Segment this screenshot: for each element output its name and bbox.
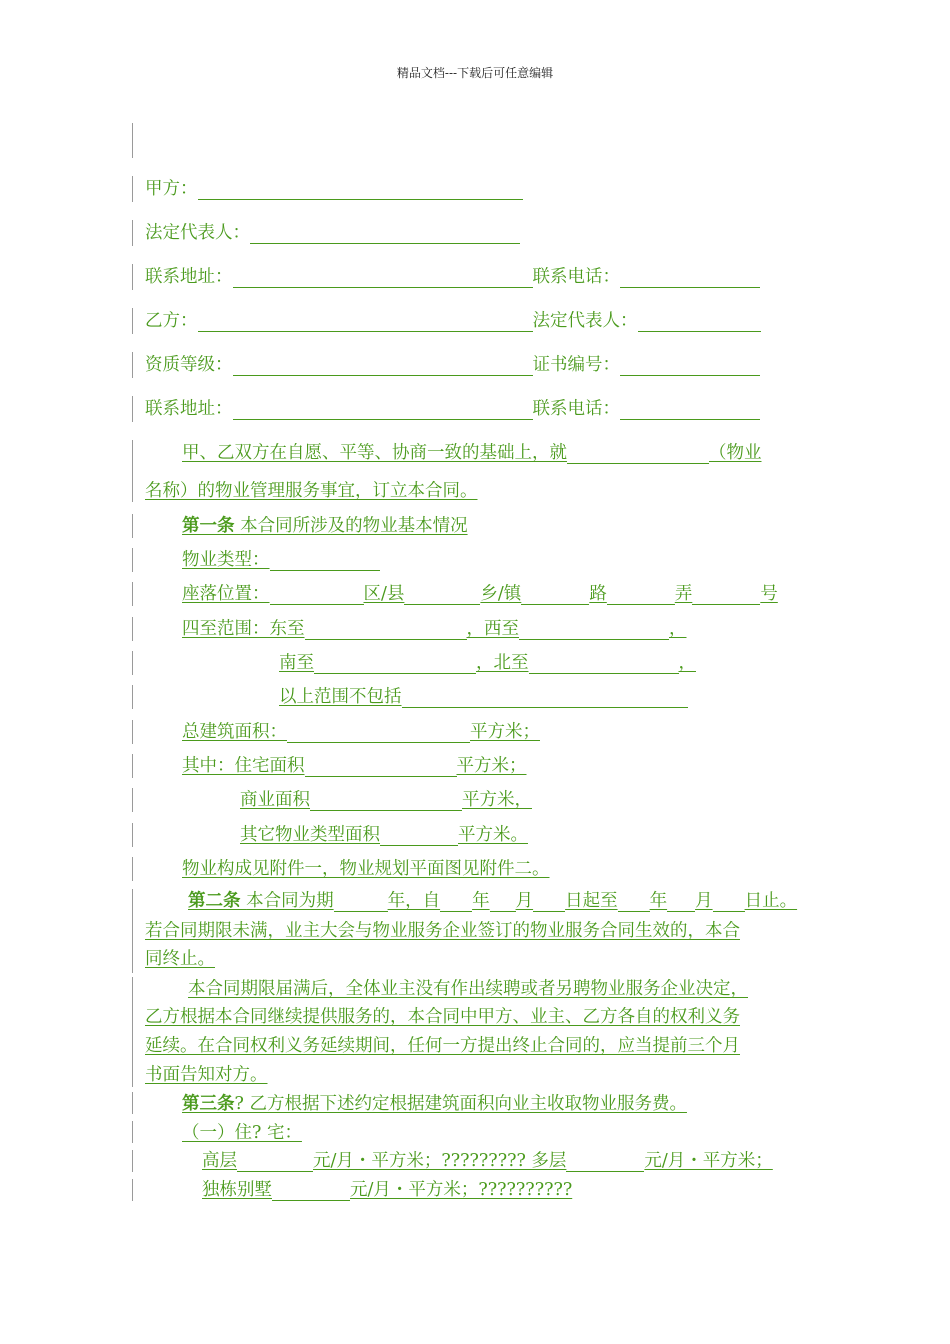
margin-bar xyxy=(132,720,133,744)
margin-bar xyxy=(132,396,133,422)
margin-bar xyxy=(132,754,133,778)
multi-storey-fee-blank[interactable] xyxy=(566,1151,644,1172)
margin-bar xyxy=(132,548,133,572)
page-header: 精品文档---下载后可任意编辑 xyxy=(396,66,554,80)
road-blank[interactable] xyxy=(521,584,589,605)
party-b-cert-blank[interactable] xyxy=(620,355,760,376)
sqm-unit: 平方米， xyxy=(462,790,532,810)
margin-bar xyxy=(132,788,133,812)
art2-text-5: 日起至 xyxy=(565,891,618,911)
article-1-title-text: 本合同所涉及的物业基本情况 xyxy=(240,516,468,536)
art2-text-8: 日止。 xyxy=(744,891,798,911)
sqm-unit: 平方米。 xyxy=(458,825,528,845)
margin-bar xyxy=(132,514,133,538)
margin-bar xyxy=(132,1121,133,1143)
party-b-line xyxy=(145,310,761,332)
margin-bar xyxy=(132,857,133,881)
residential-blank[interactable] xyxy=(305,756,457,777)
margin-bar xyxy=(132,823,133,847)
boundary-line-1 xyxy=(182,618,687,640)
article-2-line-1 xyxy=(188,890,797,912)
article-2-p2-line-1 xyxy=(188,978,748,1000)
commercial-area-line xyxy=(240,789,532,811)
total-area-label: 总建筑面积： xyxy=(182,722,287,742)
article-2-line-3 xyxy=(145,948,215,970)
art2-text-line-2: 若合同期限未满，业主大会与物业服务企业签订的物业服务合同生效的，本合 xyxy=(145,921,740,941)
margin-bar xyxy=(132,440,133,502)
other-area-line xyxy=(240,824,528,846)
villa-fee-line xyxy=(202,1179,572,1201)
party-a-line xyxy=(145,178,523,200)
high-rise-label: 高层 xyxy=(202,1151,237,1171)
party-b-phone-blank[interactable] xyxy=(620,399,760,420)
location-line xyxy=(182,583,778,605)
margin-bar xyxy=(132,617,133,641)
article-3-line xyxy=(182,1093,687,1115)
sqm-unit: 平方米； xyxy=(470,722,540,742)
commercial-label: 商业面积 xyxy=(240,790,310,810)
art2-text-3: 年 xyxy=(472,891,490,911)
party-b-blank[interactable] xyxy=(198,311,533,332)
high-rise-fee-line xyxy=(202,1150,773,1172)
boundary-east: 东至 xyxy=(269,619,305,639)
margin-bar xyxy=(132,264,133,290)
party-a-rep-blank[interactable] xyxy=(250,223,520,244)
art2-p2-line-4: 书面告知对方。 xyxy=(145,1065,268,1085)
party-a-label: 甲方： xyxy=(145,179,198,199)
other-area-label: 其它物业类型面积 xyxy=(240,825,380,845)
party-a-address-blank[interactable] xyxy=(233,267,533,288)
total-area-line xyxy=(182,721,540,743)
party-a-address-label: 联系地址： xyxy=(145,267,233,287)
end-year-blank[interactable] xyxy=(618,891,650,912)
intro-text-b: （物业 xyxy=(709,443,762,463)
margin-bar xyxy=(132,1092,133,1114)
high-rise-unit: 元/月・平方米；????????? 多层 xyxy=(313,1151,567,1171)
end-day-blank[interactable] xyxy=(713,891,745,912)
party-a-phone-label: 联系电话： xyxy=(532,267,620,287)
start-year-blank[interactable] xyxy=(440,891,472,912)
residential-label: 其中：住宅面积 xyxy=(182,756,305,776)
art2-p2-line-1: 本合同期限届满后，全体业主没有作出续聘或者另聘物业服务企业决定， xyxy=(188,979,748,999)
high-rise-fee-blank[interactable] xyxy=(237,1151,313,1172)
margin-bar xyxy=(132,977,133,1087)
article-2-line-2 xyxy=(145,920,740,942)
margin-bar xyxy=(132,352,133,378)
property-type-label: 物业类型： xyxy=(182,550,270,570)
margin-bar xyxy=(132,685,133,709)
villa-unit: 元/月・平方米；?????????? xyxy=(350,1180,573,1200)
art2-text-6: 年 xyxy=(649,891,668,911)
total-area-blank[interactable] xyxy=(287,722,470,743)
art2-p2-line-2: 乙方根据本合同继续提供服务的，本合同中甲方、业主、乙方各自的权利义务 xyxy=(145,1007,740,1027)
margin-bar xyxy=(132,220,133,246)
boundary-line-2 xyxy=(279,652,696,674)
lane-blank[interactable] xyxy=(607,584,675,605)
boundary-north: ，北至 xyxy=(476,653,529,673)
other-area-blank[interactable] xyxy=(380,825,458,846)
margin-bar xyxy=(132,176,133,202)
article-3-title: 第三条 xyxy=(182,1094,235,1114)
article-2-p2-line-2 xyxy=(145,1006,740,1028)
comma: ， xyxy=(669,619,687,639)
property-name-blank[interactable] xyxy=(567,443,709,464)
exclude-label: 以上范围不包括 xyxy=(279,687,402,707)
party-b-label: 乙方： xyxy=(145,311,198,331)
south-blank[interactable] xyxy=(314,653,476,674)
location-town: 乡/镇 xyxy=(480,584,522,604)
boundary-label: 四至范围： xyxy=(182,619,270,639)
exclude-blank[interactable] xyxy=(402,687,688,708)
party-b-qual-blank[interactable] xyxy=(233,355,533,376)
margin-bar xyxy=(132,889,133,973)
exclude-line xyxy=(279,686,688,708)
east-blank[interactable] xyxy=(305,619,467,640)
article-1-title-line xyxy=(182,515,468,537)
party-b-rep-label: 法定代表人： xyxy=(532,311,638,331)
boundary-west: ，西至 xyxy=(466,619,519,639)
party-b-address-blank[interactable] xyxy=(233,399,533,420)
villa-fee-blank[interactable] xyxy=(272,1180,350,1201)
sqm-unit: 平方米； xyxy=(456,756,527,776)
location-lane: 弄 xyxy=(674,584,693,604)
party-a-address-line xyxy=(145,266,760,288)
party-b-rep-blank[interactable] xyxy=(638,311,761,332)
comma: ， xyxy=(678,653,696,673)
district-blank[interactable] xyxy=(270,584,364,605)
location-road: 路 xyxy=(589,584,607,604)
art2-text-line-3: 同终止。 xyxy=(145,949,215,969)
end-month-blank[interactable] xyxy=(667,891,695,912)
margin-bar xyxy=(132,582,133,606)
party-b-qual-line xyxy=(145,354,760,376)
margin-bar xyxy=(132,1150,133,1172)
article-1-title: 第一条 xyxy=(182,516,235,536)
start-day-blank[interactable] xyxy=(533,891,565,912)
art2-p2-line-3: 延续。在合同权利义务延续期间，任何一方提出终止合同的，应当提前三个月 xyxy=(145,1036,740,1056)
town-blank[interactable] xyxy=(404,584,480,605)
commercial-blank[interactable] xyxy=(310,790,462,811)
art2-text-4: 月 xyxy=(515,891,534,911)
margin-bar xyxy=(132,651,133,675)
intro-line-2 xyxy=(145,480,478,502)
party-b-address-line xyxy=(145,398,760,420)
party-a-phone-blank[interactable] xyxy=(620,267,760,288)
article-2-p2-line-4 xyxy=(145,1064,268,1086)
residential-area-line xyxy=(182,755,527,777)
art2-text-2: 年，自 xyxy=(387,891,441,911)
location-label: 座落位置： xyxy=(182,584,270,604)
party-a-blank[interactable] xyxy=(198,179,523,200)
annex-line xyxy=(182,858,550,880)
art2-text-7: 月 xyxy=(695,891,713,911)
start-month-blank[interactable] xyxy=(490,891,516,912)
intro-text-a: 甲、乙双方在自愿、平等、协商一致的基础上，就 xyxy=(182,443,567,463)
villa-label: 独栋别墅 xyxy=(202,1180,272,1200)
party-a-rep-label: 法定代表人： xyxy=(145,223,250,243)
article-3-text: ? 乙方根据下述约定根据建筑面积向业主收取物业服务费。 xyxy=(234,1094,687,1114)
multi-storey-unit: 元/月・平方米； xyxy=(644,1151,773,1171)
property-type-blank[interactable] xyxy=(270,550,380,571)
number-blank[interactable] xyxy=(692,584,760,605)
west-blank[interactable] xyxy=(519,619,669,640)
location-district: 区/县 xyxy=(363,584,405,604)
party-b-qual-label: 资质等级： xyxy=(145,355,233,375)
art2-text-1: 本合同为期 xyxy=(246,891,334,911)
term-years-blank[interactable] xyxy=(334,891,388,912)
margin-bar xyxy=(132,308,133,334)
location-number: 号 xyxy=(760,584,778,604)
residential-fee-heading xyxy=(182,1122,302,1144)
party-b-phone-label: 联系电话： xyxy=(532,399,620,419)
intro-text-2: 名称）的物业管理服务事宜，订立本合同。 xyxy=(145,481,478,501)
property-type-line xyxy=(182,549,380,571)
margin-bar xyxy=(132,123,133,158)
party-b-cert-label: 证书编号： xyxy=(532,355,620,375)
party-a-rep-line xyxy=(145,222,520,244)
margin-bar xyxy=(132,1179,133,1201)
article-2-p2-line-3 xyxy=(145,1035,740,1057)
party-b-address-label: 联系地址： xyxy=(145,399,233,419)
residential-fee-label: （一）住? 宅： xyxy=(182,1123,302,1143)
intro-line-1 xyxy=(182,442,762,464)
article-2-title: 第二条 xyxy=(188,891,241,911)
boundary-south: 南至 xyxy=(279,653,314,673)
annex-text: 物业构成见附件一，物业规划平面图见附件二。 xyxy=(182,859,550,879)
north-blank[interactable] xyxy=(529,653,679,674)
